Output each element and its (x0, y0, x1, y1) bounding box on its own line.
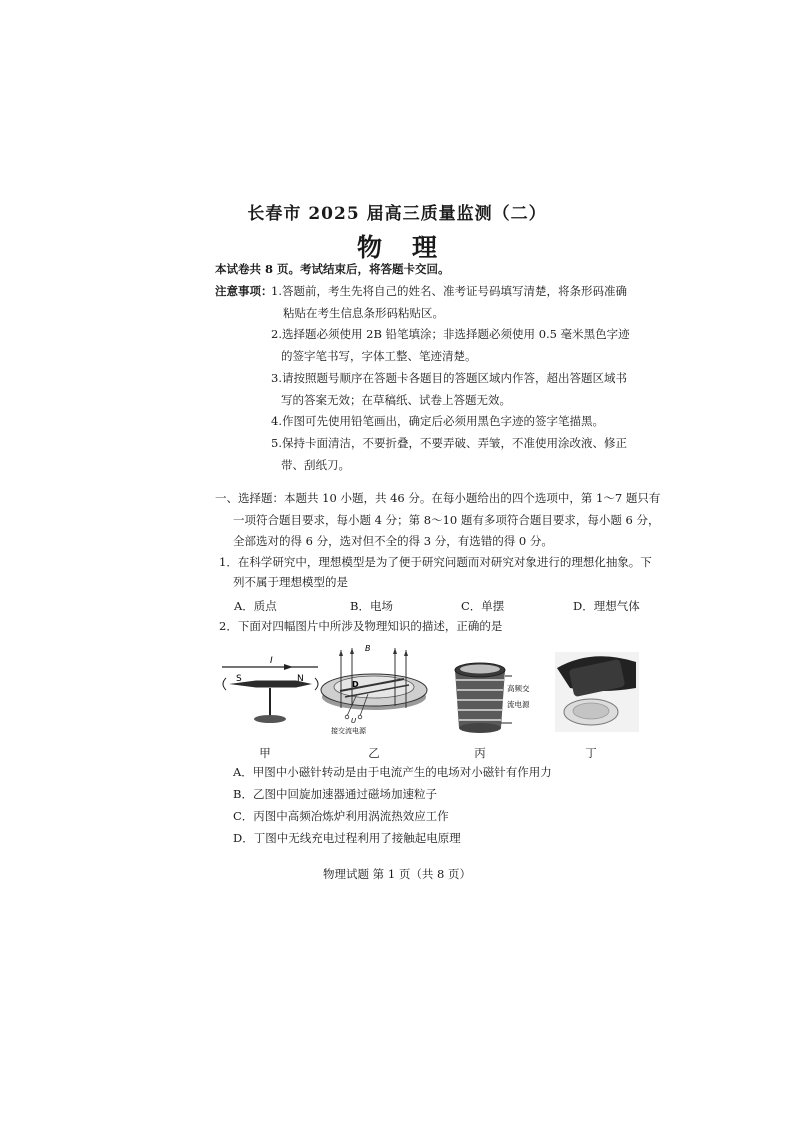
notice-item-3-cont: 写的答案无效；在草稿纸、试卷上答题无效。 (281, 393, 511, 407)
figure-bing-furnace (455, 663, 530, 733)
section1-line-1: 一、选择题：本题共 10 小题，共 46 分。在每小题给出的四个选项中，第 1～7 题只有 (215, 491, 661, 505)
label-voltage: U (351, 717, 357, 725)
section1-line-3: 全部选对的得 6 分，选对但不全的得 3 分，有选错的得 0 分。 (233, 534, 553, 548)
notice-item-4: 4.作图可先使用铅笔画出，确定后必须用黑色字迹的签字笔描黑。 (271, 414, 604, 428)
q1-option-d: D．理想气体 (573, 599, 640, 613)
caption-jia: 甲 (259, 746, 271, 760)
q2-stem: 2．下面对四幅图片中所涉及物理知识的描述，正确的是 (219, 619, 503, 633)
label-ac-source: 接交流电源 (331, 727, 366, 735)
q1-stem-line-2: 列不属于理想模型的是 (233, 575, 348, 589)
q2-option-a: A．甲图中小磁针转动是由于电流产生的电场对小磁针有作用力 (233, 765, 552, 779)
q1-option-c: C．单摆 (461, 599, 505, 613)
notice-item-5-cont: 带、刮纸刀。 (281, 458, 350, 472)
notice-label: 注意事项： (215, 284, 273, 298)
caption-yi: 乙 (368, 746, 380, 760)
q2-option-c: C．丙图中高频冶炼炉利用涡流热效应工作 (233, 809, 449, 823)
q1-option-b: B．电场 (350, 599, 393, 613)
notice-item-5: 5.保持卡面清洁，不要折叠，不要弄破、弄皱，不准使用涂改液、修正 (271, 436, 627, 450)
exam-title: 长春市 2025 届高三质量监测（二） (247, 204, 547, 224)
caption-bing: 丙 (474, 746, 486, 760)
notice-item-1-cont: 粘贴在考生信息条形码粘贴区。 (283, 306, 444, 320)
label-hf-source-1: 高频交 (507, 684, 530, 693)
page-footer: 物理试题 第 1 页（共 8 页） (323, 867, 471, 881)
subject-title: 物理 (356, 233, 467, 262)
caption-ding: 丁 (585, 746, 597, 760)
label-south: S (236, 674, 242, 684)
notice-item-1: 1.答题前，考生先将自己的姓名、准考证号码填写清楚，将条形码准确 (271, 284, 627, 298)
notice-item-2-cont: 的签字笔书写，字体工整、笔迹清楚。 (281, 349, 477, 363)
notice-item-2: 2.选择题必须使用 2B 铅笔填涂；非选择题必须使用 0.5 毫米黑色字迹 (271, 327, 630, 341)
intro-text: 本试卷共 8 页。考试结束后，将答题卡交回。 (215, 262, 450, 276)
label-b-field: B (365, 644, 371, 653)
label-north: N (297, 674, 304, 684)
figure-ding-wireless-charger (555, 652, 639, 732)
section1-line-2: 一项符合题目要求，每小题 4 分；第 8～10 题有多项符合题目要求，每小题 6 分， (233, 513, 660, 527)
label-hf-source-2: 流电源 (507, 700, 530, 709)
label-dee: D (352, 680, 359, 689)
figure-yi-cyclotron (321, 644, 427, 735)
figure-jia-compass (222, 656, 318, 723)
q1-stem-line-1: 1．在科学研究中，理想模型是为了便于研究问题而对研究对象进行的理想化抽象。下 (219, 555, 652, 569)
q1-option-a: A．质点 (234, 599, 277, 613)
label-current: I (270, 656, 273, 666)
notice-item-3: 3.请按照题号顺序在答题卡各题目的答题区域内作答，超出答题区域书 (271, 371, 627, 385)
q2-option-d: D．丁图中无线充电过程利用了接触起电原理 (233, 831, 461, 845)
q2-option-b: B．乙图中回旋加速器通过磁场加速粒子 (233, 787, 437, 801)
